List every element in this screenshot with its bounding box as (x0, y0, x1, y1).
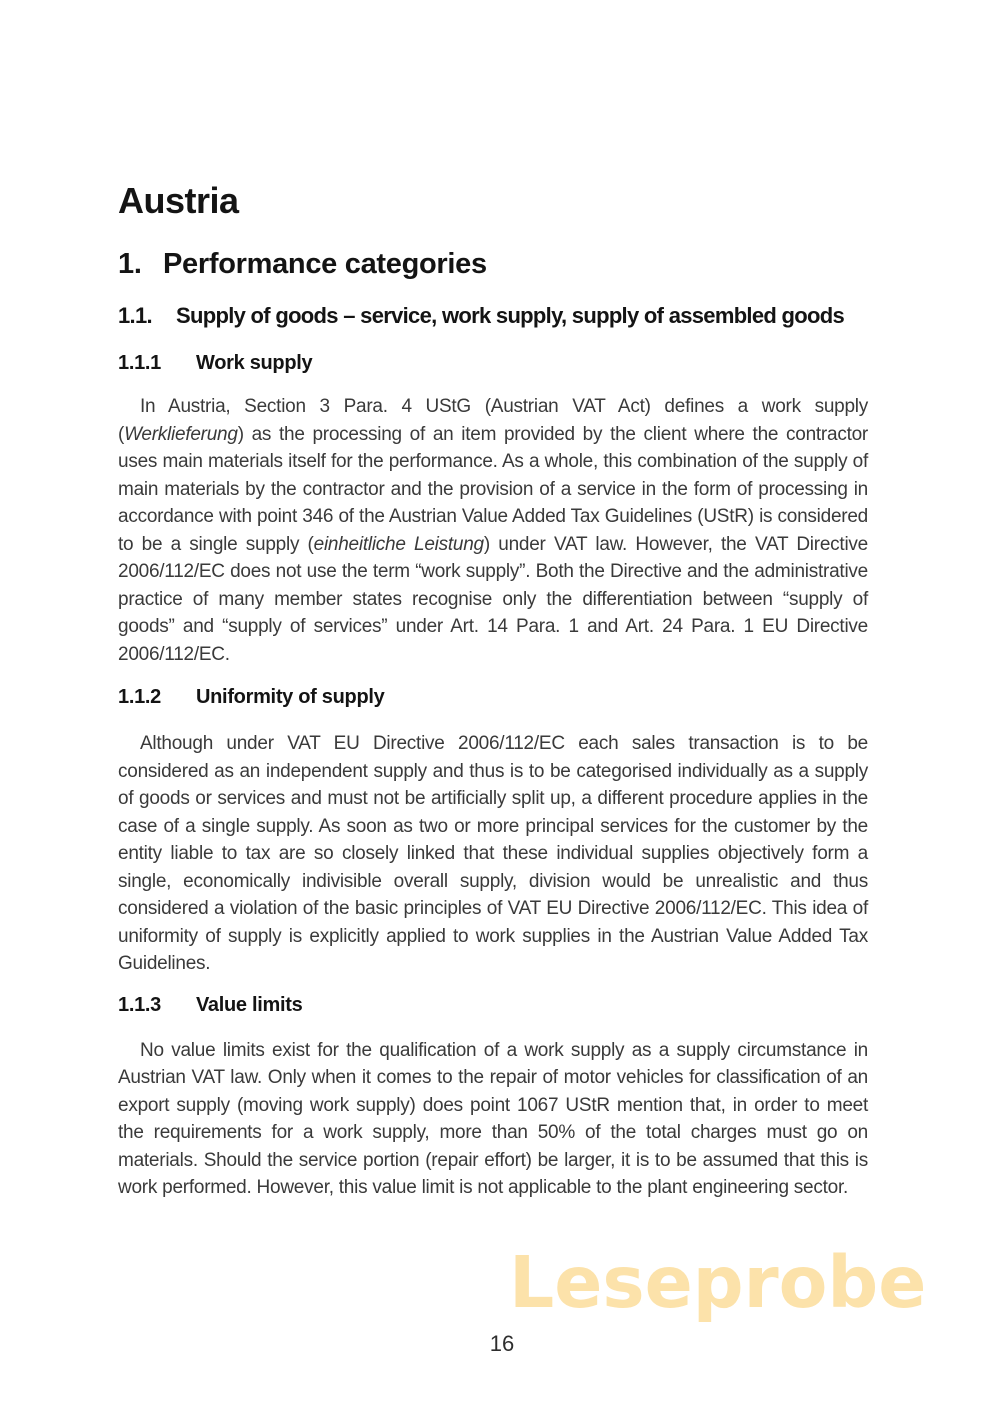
subsubsection-heading-uniformity-of-supply (118, 684, 868, 710)
paragraph-text: No value limits exist for the qualification of a work supply as a supply circumstance in Austrian VAT law. Only when it comes to the repair of motor vehicles for classification of an export supply (moving work supply) does point 1067 UStR mention that, in order to meet the requirements for a work supply, more than 50% of the total charges must go on materials. Should the service portion (repair effort) be larger, it is to be assumed that this is work performed. However, this value limit is not applicable to the plant engineering sector. (118, 1039, 868, 1198)
subsubsection-number: 1.1.1 (118, 352, 161, 374)
paragraph-italic-term: einheitliche Leistung (313, 533, 484, 555)
paragraph-text: ) under VAT law. However, the VAT Directive 2006/112/EC does not use the term “work supply”. Both the Directive and the administrative practice of many member states recognise only the differentiation between “supply of goods” and “supply of services” under Art. 14 Para. 1 and Art. 24 Para. 1 EU Directive 2006/112/EC. (118, 533, 868, 665)
subsection-heading-label: Supply of goods – service, work supply, supply of assembled goods (176, 303, 845, 328)
subsubsection-heading-label: Uniformity of supply (196, 686, 385, 708)
paragraph-value-limits (118, 1037, 868, 1202)
subsubsection-heading-value-limits (118, 992, 868, 1018)
section-heading-performance-categories (118, 246, 868, 282)
subsubsection-number: 1.1.3 (118, 993, 161, 1016)
paragraph-work-supply (118, 393, 868, 668)
leseprobe-watermark: Leseprobe (509, 1241, 927, 1324)
paragraph-text: Although under VAT EU Directive 2006/112/EC each sales transaction is to be considered as an independent supply and thus is to be categorised individually as a supply of goods or services and must not be artificially split up, a different procedure applies in the case of a single supply. As soon as two or more principal services for the customer by the entity liable to tax are so closely linked that these individual supplies objectively form a single, economically indivisible overall supply, division would be unrealistic and thus considered a violation of the basic principles of VAT EU Directive 2006/112/EC. This idea of uniformity of supply is explicitly applied to work supplies in the Austrian Value Added Tax Guidelines. (118, 733, 868, 974)
section-heading-label: Performance categories (163, 248, 487, 280)
page-title: Austria (118, 180, 239, 221)
subsubsection-heading-label: Value limits (196, 993, 303, 1016)
section-number: 1. (118, 248, 142, 280)
subsubsection-heading-label: Work supply (196, 352, 313, 374)
subsubsection-number: 1.1.2 (118, 686, 161, 708)
subsubsection-heading-work-supply (118, 350, 868, 376)
paragraph-text: ) as the processing of an item provided by the client where the contractor uses main materials itself for the performance. As a whole, this combination of the supply of main materials by the contractor and the provision of a service in the form of processing in accordance with point 346 of the Austrian Value Added Tax Guidelines (UStR) is considered to be a single supply ( (118, 423, 868, 555)
page-number: 16 (489, 1331, 515, 1356)
paragraph-text: In Austria, Section 3 Para. 4 UStG (Austrian VAT Act) defines a work supply ( (118, 396, 868, 445)
paragraph-italic-term: Werklieferung (124, 423, 238, 445)
paragraph-uniformity-of-supply (118, 730, 868, 978)
subsection-heading-supply-of-goods (118, 302, 868, 330)
subsection-number: 1.1. (118, 303, 152, 328)
